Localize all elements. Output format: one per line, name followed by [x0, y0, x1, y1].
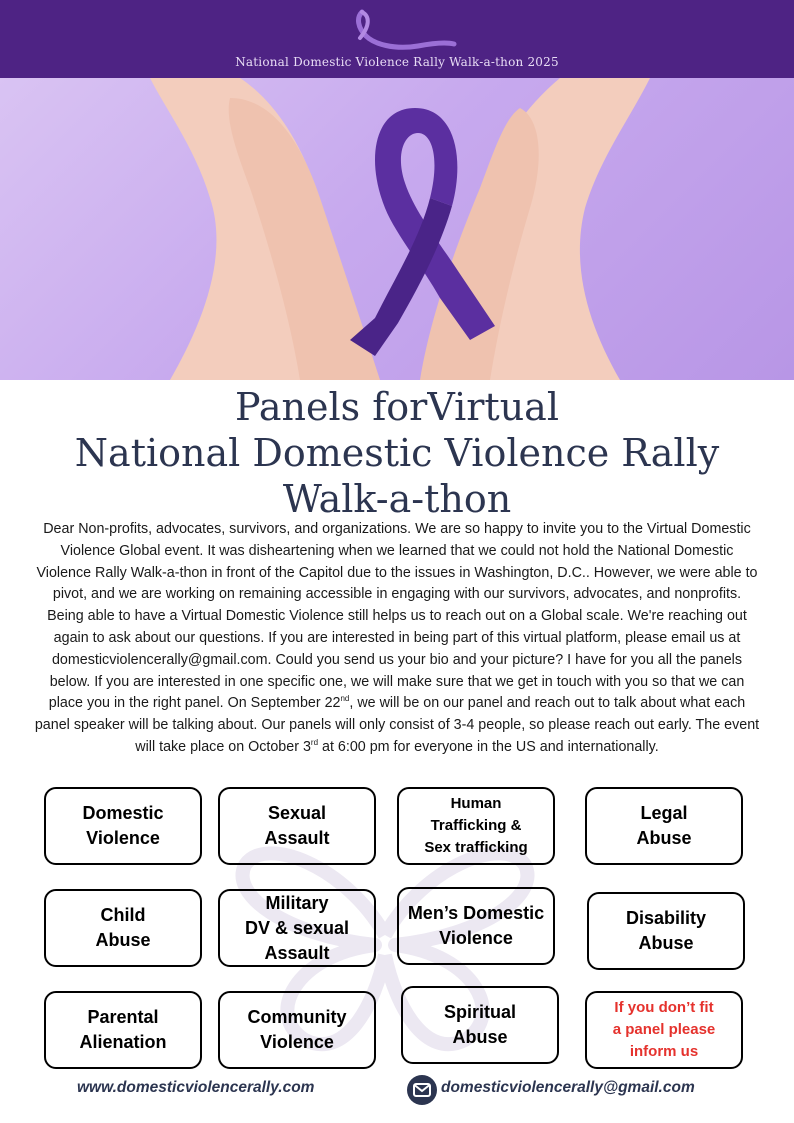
header-title: National Domestic Violence Rally Walk-a-thon 2025: [235, 55, 559, 69]
header-bar: [0, 0, 794, 78]
panel-label: Men’s Domestic Violence: [407, 903, 545, 948]
panel-community-violence: [218, 991, 376, 1069]
panel-label: If you don’t fit a panel please inform us: [612, 999, 716, 1060]
panel-label: Human Trafficking & Sex trafficking: [424, 795, 528, 856]
panel-inform-us: [585, 991, 743, 1069]
panel-label: Parental Alienation: [79, 1007, 167, 1052]
panel-spiritual-abuse: [401, 986, 559, 1064]
panel-label: Domestic Violence: [82, 803, 164, 848]
panel-label: Sexual Assault: [264, 803, 330, 848]
panel-military-dv: [218, 889, 376, 967]
invitation-letter: [34, 519, 760, 759]
page-title: [0, 384, 794, 522]
panel-legal-abuse: [585, 787, 743, 865]
panel-label: Legal Abuse: [636, 803, 692, 848]
panel-mens-domestic-violence: [397, 887, 555, 965]
letter-sup-1: nd: [340, 694, 350, 704]
letter-part-1: Dear Non-profits, advocates, survivors, and organizations. We are so happy to invite you to the Virtual Domestic Violence Global event. It was disheartening when we learned that we could not hold the National Domestic Violence Rally Walk-a-thon in front of the Capitol due to the issues in Washington, D.C.. However, we were able to pivot, and we are working on remaining accessible in engaging with our survivors, advocates, and nonprofits. Being able to have a Virtual Domestic Violence still helps us to reach out on a Global scale. We're reaching out again to ask about our questions. If you are interested in being part of this virtual platform, please email us at domesticviolencerally@gmail.com. Could you send us your bio and your picture? I have for you all the panels below. If you are interested in one specific one, we will make sure that we get in touch with you so that we can place you in the right panel. On September 22: [36, 521, 758, 712]
panel-label: Community Violence: [247, 1007, 347, 1052]
hands-ribbon-icon: [0, 78, 794, 380]
panel-label: Military DV & sexual Assault: [244, 892, 350, 963]
panel-label: Child Abuse: [95, 905, 151, 950]
panel-parental-alienation: [44, 991, 202, 1069]
panel-sexual-assault: [218, 787, 376, 865]
title-line-1: Panels forVirtual: [235, 385, 559, 429]
title-line-3: Walk-a-thon: [282, 477, 512, 521]
panel-domestic-violence: [44, 787, 202, 865]
panel-child-abuse: [44, 889, 202, 967]
panel-disability-abuse: [587, 892, 745, 970]
website-link[interactable]: www.domesticviolencerally.com: [77, 1079, 315, 1096]
panel-human-trafficking: [397, 787, 555, 865]
email-link[interactable]: domesticviolencerally@gmail.com: [441, 1079, 695, 1096]
panel-label: Spiritual Abuse: [443, 1002, 516, 1047]
panel-label: Disability Abuse: [625, 908, 707, 953]
letter-part-2: , we will be on our panel and reach out to talk about what each panel speaker will be talking about. Our panels will only consist of 3-4 people, so please reach out early. The event will take place on October 3: [34, 695, 760, 755]
hero-photo: [0, 78, 794, 380]
envelope-icon: [407, 1075, 437, 1105]
letter-part-3: at 6:00 pm for everyone in the US and internationally.: [318, 738, 659, 755]
title-line-2: National Domestic Violence Rally: [74, 431, 720, 475]
letter-sup-2: rd: [310, 738, 319, 748]
ribbon-logo-icon: [348, 8, 458, 52]
